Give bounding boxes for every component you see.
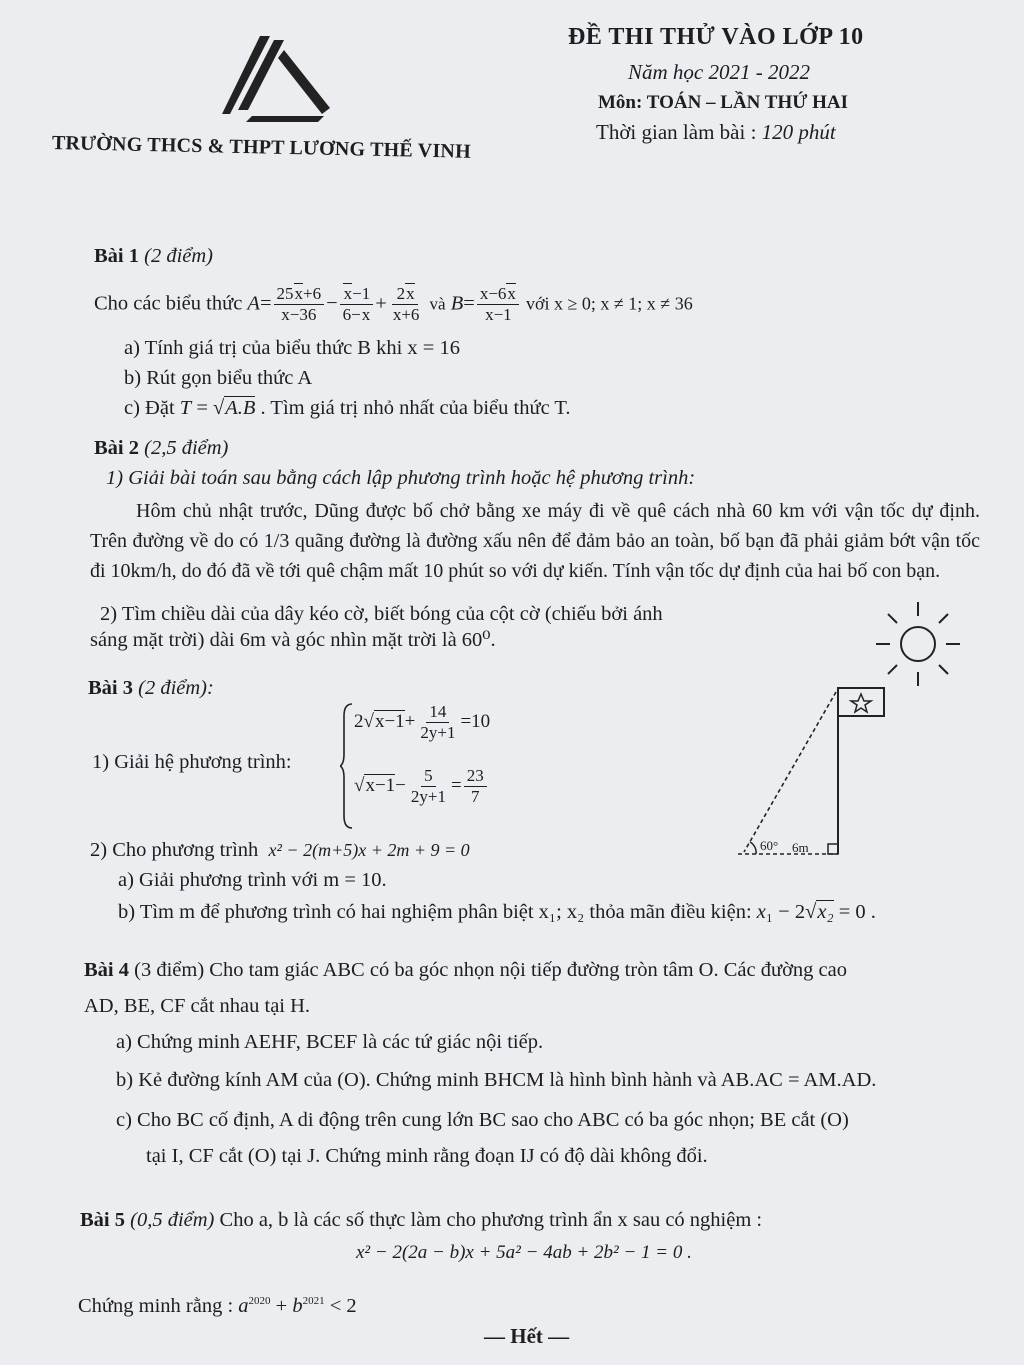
bai2-problem: Hôm chủ nhật trước, Dũng được bố chở bằng xe máy đi về quê cách nhà 60 km với vận tốc dự định. Trên đường về do có 1/3 quãng đường là đường xấu nên để đảm bảo an toàn, bố bạn đã phải giảm bớt vận tốc đi 10km/h, do đó đã về tới quê chậm mất 10 phút so với dự kiến. Tính vận tốc dự định của hai bố con bạn. (90, 500, 980, 582)
bai1-heading: Bài 1 (2 điểm) (94, 245, 214, 267)
bai3-b: b) Tìm m để phương trình có hai nghiệm phân biệt x₁; x₂ thỏa mãn điều kiện: x₁ − 2√x₂ = 0 . (118, 901, 876, 923)
star-icon (851, 694, 871, 712)
bai2-part2-line2: sáng mặt trời) dài 6m và góc nhìn mặt trời là 60⁰. (90, 629, 496, 651)
sun-icon (870, 598, 966, 694)
bai5-intro: Bài 5 (0,5 điểm) Cho a, b là các số thực làm cho phương trình ẩn x sau có nghiệm : (80, 1209, 763, 1231)
figure-angle-label: 60° (760, 838, 779, 853)
bai5-equation: x² − 2(2a − b)x + 5a² − 4ab + 2b² − 1 = 0 . (356, 1242, 692, 1263)
time-limit: Thời gian làm bài : 120 phút (596, 120, 836, 144)
bai3-a: a) Giải phương trình với m = 10. (118, 869, 387, 891)
bai1-expressions: Cho các biểu thức A= $\frac{25x+6}{x-36}$ − $\frac{x-1}{6-x}$ + $\frac{2x}{x+6}$ và B= $\frac{x-6x}{x-1}$ với x ≥ 0; x ≠ 1; x ≠ 36 (94, 284, 693, 325)
bai2-heading: Bài 2 (2,5 điểm) (94, 437, 229, 459)
bai4-a: a) Chứng minh AEHF, BCEF là các tứ giác nội tiếp. (116, 1031, 544, 1053)
subject: Môn: TOÁN – LẦN THỨ HAI (598, 92, 849, 113)
bai1-a: a) Tính giá trị của biểu thức B khi x = 16 (124, 337, 460, 359)
bai4-c1: c) Cho BC cố định, A di động trên cung lớn BC sao cho ABC có ba góc nhọn; BE cắt (O) (116, 1109, 849, 1131)
bai2-part2-line1: 2) Tìm chiều dài của dây kéo cờ, biết bóng của cột cờ (chiếu bởi ánh (100, 603, 663, 625)
bai3-part2: 2) Cho phương trình x² − 2(m+5)x + 2m + 9 = 0 (90, 839, 470, 861)
bai4-intro2: AD, BE, CF cắt nhau tại H. (84, 995, 311, 1017)
bai1-c: c) Đặt T = √A.B . Tìm giá trị nhỏ nhất của biểu thức T. (124, 397, 571, 419)
end-mark: — Hết — (484, 1324, 570, 1348)
exam-title: ĐỀ THI THỬ VÀO LỚP 10 (568, 24, 864, 50)
bai4-b: b) Kẻ đường kính AM của (O). Chứng minh BHCM là hình bình hành và AB.AC = AM.AD. (116, 1069, 877, 1091)
school-year: Năm học 2021 - 2022 (628, 60, 810, 84)
school-logo (222, 32, 334, 122)
figure-length-label: 6m (792, 840, 809, 855)
bai1-b: b) Rút gọn biểu thức A (124, 367, 313, 389)
bai3-heading: Bài 3 (2 điểm): (88, 677, 214, 699)
bai5-prove: Chứng minh rằng : $a^{2020} + b^{2021} < 2$ (78, 1295, 357, 1317)
bai3-part1: 1) Giải hệ phương trình: (92, 751, 292, 773)
bai4-intro: Bài 4 (3 điểm) Cho tam giác ABC có ba góc nhọn nội tiếp đường tròn tâm O. Các đường cao (84, 959, 848, 981)
school-name: TRƯỜNG THCS & THPT LƯƠNG THẾ VINH (51, 132, 472, 163)
flagpole-diagram (730, 682, 900, 862)
bai2-part1: 1) Giải bài toán sau bằng cách lập phương trình hoặc hệ phương trình: (106, 467, 696, 489)
bai4-c2: tại I, CF cắt (O) tại J. Chứng minh rằng đoạn IJ có độ dài không đổi. (146, 1145, 708, 1167)
